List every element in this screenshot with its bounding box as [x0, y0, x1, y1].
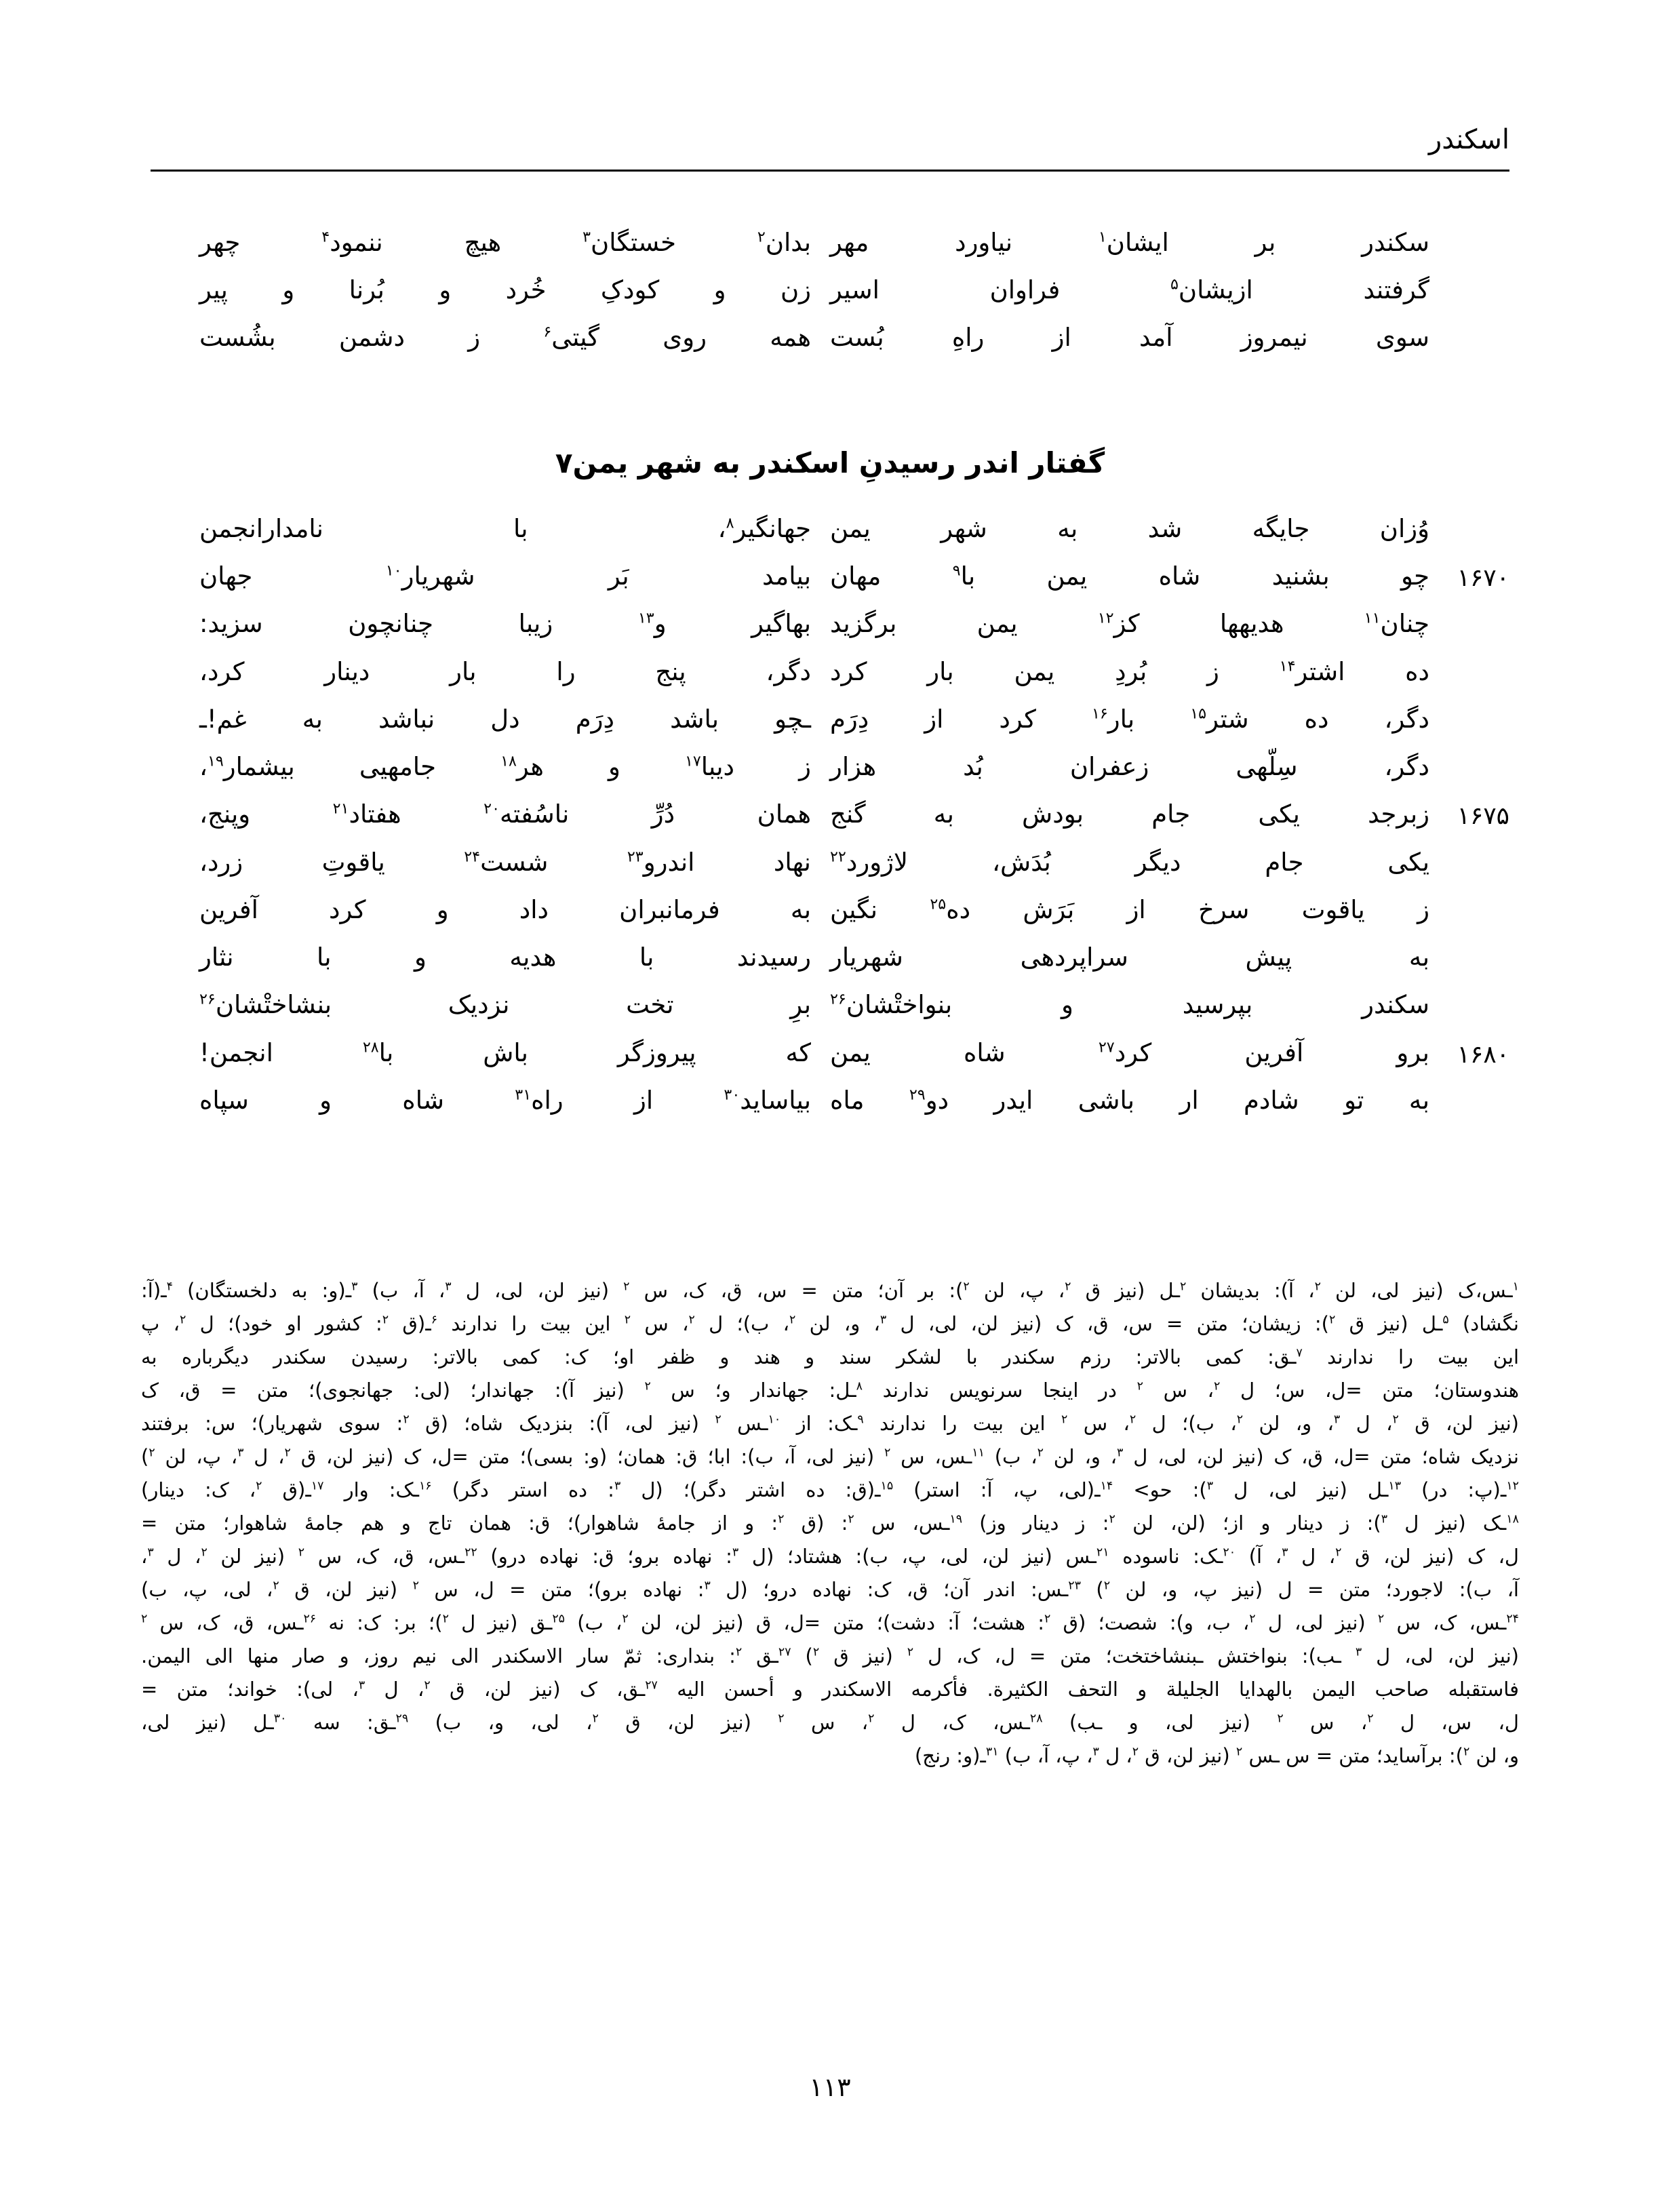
- verse-line: [151, 319, 1509, 357]
- apparatus-line: نزدیک شاه؛ متن =ل، ق، ک (نیز لن، لی، ل $^۳$، و، لن $^۲$، ب) $^{۱۱}$ـس، س $^۲$ (نیز لی، آ، ب): ابا؛ ق: همان؛ (و: بسی)؛ متن =ل، ک (نیز لن، ق $^۲$، ل $^۳$، پ، لن $^۲$): [141, 1444, 1519, 1468]
- hemistich-text: به فرمانبران داد و کرد آفرین: [199, 894, 811, 924]
- hemistich-first: [830, 557, 1509, 595]
- verse-line: [151, 653, 1509, 691]
- hemistich-first: [830, 510, 1509, 548]
- hemistich-second: [151, 271, 830, 309]
- hemistich-second: [151, 748, 830, 786]
- apparatus-line: $^{۱۸}$ـک (نیز ل $^۳$): ز دینار و از؛ (لن، لن $^۲$: ز دینار وز) $^{۱۹}$ـس، س $^۲$: (ق $^۲$: و از جامهٔ شاهوار)؛ ق: همان تاج و هم جامهٔ شاهوار؛ متن =: [141, 1511, 1519, 1535]
- hemistich-text: ز یاقوت سرخ از بَرَش ده$^{۲۵}$ نگین: [830, 894, 1429, 924]
- verse-block-continuation: [151, 224, 1509, 367]
- hemistich-second: [151, 986, 830, 1024]
- apparatus-line: $^{۲۴}$ـس، ک، س $^۲$ (نیز لی، ل $^۲$، ب، و): شصت؛ (ق $^۲$: هشت؛ آ: دشت)؛ متن =ل، ق (نیز لن، لن $^۲$، ب) $^{۲۵}$ـق (نیز ل $^۲$)؛ بر: ک: نه $^{۲۶}$ـس، ق، ک، س $^۲$: [141, 1611, 1520, 1634]
- apparatus-line: و، لن $^۲$): برآساید؛ متن = س ـس $^۲$ (نیز لن، ق $^۲$، ل $^۳$، پ، آ، ب) $^{۳۱}$ـ(و: رنج): [914, 1743, 1519, 1767]
- hemistich-text: همه روی گیتی$^۶$ ز دشمن بشُست: [199, 323, 811, 353]
- hemistich-second: [151, 224, 830, 262]
- hemistich-text: دگر، پنج را بار دینار کرد،: [199, 656, 811, 686]
- apparatus-line: آ، ب): لاجورد؛ متن = ل (نیز پ، و، لن $^۲$) $^{۲۳}$ـس: اندر آن؛ ق، ک: نهاده درو؛ (ل $^۳$: نهاده برو)؛ متن = ل، س $^۲$ (نیز لن، ق $^۲$، لی، پ، ب): [141, 1577, 1519, 1601]
- hemistich-first: [830, 1082, 1509, 1120]
- folio-number: ۱۱۳: [809, 2072, 851, 2102]
- apparatus-line: (نیز لن، لی، ل $^۳$ ـب): بنواختش ـبنشاختخت؛ متن = ل، ک، ل $^۲$ (نیز ق $^۲$) $^{۲۷}$ـق $^۲$: بنداری: ثمّ سار الاسکندر الی نیم روز، و صار منها الی الیمن.: [141, 1644, 1519, 1667]
- verse-line: [151, 891, 1509, 929]
- hemistich-first: [830, 1034, 1509, 1072]
- apparatus-line: نگشاد) $^۵$ـل (نیز ق $^۲$): زیشان؛ متن = س، ق، ک (نیز لن، لی، ل $^۳$، و، لن $^۲$، ب)؛ ل $^۲$، س $^۲$ این بیت را ندارند $^۶$ـ(ق $^۲$: کشور او خود)؛ ل $^۲$، پ: [141, 1311, 1519, 1335]
- verse-line: [151, 795, 1509, 833]
- hemistich-second: [151, 795, 830, 833]
- hemistich-text: سکندر بر ایشان$^۱$ نیاورد مهر: [830, 228, 1429, 257]
- hemistich-first: [830, 844, 1509, 882]
- verse-block-main: [151, 510, 1509, 1129]
- hemistich-text: نهاد اندرو$^{۲۳}$ شست$^{۲۴}$ یاقوتِ زرد،: [199, 847, 811, 877]
- hemistich-second: [151, 510, 830, 548]
- hemistich-text: که پیروزگر باش با$^{۲۸}$ انجمن!: [199, 1038, 811, 1067]
- hemistich-text: جهانگیر$^۸$، با نامدارانجمن: [199, 514, 811, 543]
- verse-number: ۱۶۸۰: [1457, 1040, 1509, 1069]
- hemistich-text: گرفتند ازیشان$^۵$ فراوان اسیر: [830, 275, 1429, 305]
- apparatus-text: [141, 1275, 1519, 1772]
- hemistich-text: یکی جام دیگر بُدَش، لاژورد$^{۲۲}$: [830, 847, 1429, 877]
- apparatus-line: فاستقبله صاحب الیمن بالهدایا الجلیلة و التحف الکثیرة. فأکرمه الاسکندر و أحسن الیه $^{۲۷}$ـق، ک (نیز لن، ق $^۲$، ل $^۳$، لی): خواند؛ متن =: [141, 1677, 1519, 1701]
- hemistich-first: [830, 986, 1509, 1024]
- verse-line: [151, 271, 1509, 309]
- hemistich-text: زن و کودکِ خُرد و بُرنا و پیر: [199, 275, 811, 305]
- verse-line: [151, 748, 1509, 786]
- critical-apparatus: [141, 1275, 1519, 1773]
- hemistich-text: برِ تخت نزدیک بنشاختْشان$^{۲۶}$: [199, 990, 811, 1020]
- hemistich-second: [151, 844, 830, 882]
- hemistich-text: بهاگیر و$^{۱۳}$ زیبا چنانچون سزید:: [199, 609, 811, 639]
- verse-number: ۱۶۷۵: [1457, 802, 1509, 831]
- hemistich-first: [830, 939, 1509, 976]
- verse-line: [151, 1034, 1509, 1072]
- hemistich-text: چو بشنید شاه یمن با$^۹$ مهان: [830, 561, 1429, 591]
- hemistich-text: ـچو باشد دِرَم دل نباشد به غم!ـ: [199, 704, 811, 734]
- section-heading: گفتار اندر رسیدنِ اسکندر به شهر یمن۷: [555, 446, 1105, 479]
- hemistich-first: [830, 795, 1509, 833]
- hemistich-text: بدان$^۲$ خستگان$^۳$ هیچ ننمود$^۴$ چهر: [199, 228, 812, 257]
- verse-line: [151, 605, 1509, 643]
- hemistich-first: [830, 748, 1509, 786]
- hemistich-second: [151, 891, 830, 929]
- hemistich-text: سکندر بپرسید و بنواختْشان$^{۲۶}$: [830, 990, 1429, 1020]
- hemistich-second: [151, 1034, 830, 1072]
- hemistich-text: ز دیبا$^{۱۷}$ و هر$^{۱۸}$ جامهیی بیشمار$^{۱۹}$،: [199, 752, 811, 782]
- apparatus-line: این بیت را ندارند $^۷$ـق: کمی بالاتر: رزم سکندر با لشکر سند و هند و ظفر او؛ ک: کمی بالاتر: رسیدن سکندر دیگرباره به: [141, 1345, 1519, 1368]
- hemistich-text: رسیدند با هدیه و با نثار: [199, 943, 811, 972]
- hemistich-text: چنان$^{۱۱}$ هدیهها کز$^{۱۲}$ یمن برگزید: [830, 609, 1429, 639]
- verse-line: [151, 700, 1509, 738]
- hemistich-first: [830, 700, 1509, 738]
- hemistich-text: زبرجد یکی جام بودش به گنج: [830, 799, 1429, 829]
- header-divider-rule: [151, 170, 1509, 172]
- hemistich-text: همان دُرِّ ناسُفته$^{۲۰}$ هفتاد$^{۲۱}$ وپنج،: [199, 799, 812, 829]
- hemistich-text: دگر، سِلّهی زعفران بُد هزار: [830, 752, 1429, 782]
- apparatus-line: $^۱$ـس،ک (نیز لی، لن $^۲$، آ): بدیشان $^۲$ـل (نیز ق $^۲$، پ، لن $^۲$): بر آن؛ متن = س، ق، ک، س $^۲$ (نیز لن، لی، ل $^۳$، آ، ب) $^۳$ـ(و: به دلخستگان) $^۴$ـ(آ:: [141, 1279, 1519, 1302]
- apparatus-line: $^{۱۲}$ـ(پ: در) $^{۱۳}$ـل (نیز لی، ل $^۳$): حو> $^{۱۴}$ـ(لی، پ، آ: استر) $^{۱۵}$ـ(ق: ده اشتر دگر)؛ (ل $^۳$: ده استر دگر) $^{۱۶}$ـک: وار $^{۱۷}$ـ(ق $^۲$، ک: دینار): [141, 1478, 1519, 1501]
- hemistich-second: [151, 1082, 830, 1120]
- hemistich-second: [151, 700, 830, 738]
- verse-line: [151, 510, 1509, 548]
- hemistich-first: [830, 653, 1509, 691]
- hemistich-text: به تو شادم ار باشی ایدر دو$^{۲۹}$ ماه: [830, 1085, 1430, 1115]
- verse-line: [151, 844, 1509, 882]
- verse-line: [151, 224, 1509, 262]
- hemistich-text: برو آفرین کرد$^{۲۷}$ شاه یمن: [830, 1038, 1429, 1067]
- verse-number: ۱۶۷۰: [1457, 564, 1509, 593]
- hemistich-text: به پیش سراپردهی شهریار: [830, 943, 1429, 972]
- hemistich-second: [151, 557, 830, 595]
- hemistich-text: ده اشتر$^{۱۴}$ ز بُردِ یمن بار کرد: [830, 656, 1429, 686]
- hemistich-text: دگر، ده شتر$^{۱۵}$ بار$^{۱۶}$ کرد از دِرَم: [830, 704, 1429, 734]
- verse-line: [151, 557, 1509, 595]
- hemistich-text: سوی نیمروز آمد از راهِ بُست: [830, 323, 1429, 353]
- hemistich-first: [830, 271, 1509, 309]
- hemistich-text: بیامد بَر شهریار$^{۱۰}$ جهان: [199, 561, 811, 591]
- running-head: اسکندر: [1428, 124, 1509, 155]
- hemistich-first: [830, 891, 1509, 929]
- hemistich-text: وُزان جایگه شد به شهر یمن: [830, 514, 1429, 543]
- apparatus-line: هندوستان؛ متن =ل، س؛ ل $^۲$، س $^۲$ در اینجا سرنویس ندارند $^۸$ـل: جهاندار و؛ س $^۲$ (نیز آ): جهاندار؛ (لی: جهانجوی)؛ متن = ق، ک: [141, 1378, 1519, 1402]
- hemistich-first: [830, 605, 1509, 643]
- verse-line: [151, 1082, 1509, 1120]
- hemistich-first: [830, 319, 1509, 357]
- apparatus-line: (نیز لن، ق $^۲$، ل $^۳$، و، لن $^۲$، ب)؛ ل $^۲$، س $^۲$ این بیت را ندارند $^۹$ـک: از $^{۱۰}$ـس $^۲$ (نیز لی، آ): بنزدیک شاه؛ (ق $^۲$: سوی شهریار)؛ س: برفتند: [141, 1411, 1519, 1435]
- hemistich-second: [151, 939, 830, 976]
- hemistich-second: [151, 653, 830, 691]
- verse-line: [151, 986, 1509, 1024]
- page-header: [151, 126, 1509, 180]
- verse-line: [151, 939, 1509, 976]
- hemistich-second: [151, 605, 830, 643]
- hemistich-first: [830, 224, 1509, 262]
- apparatus-line: ل، س، ل $^۲$، س $^۲$ (نیز لی، و ـب) $^{۲۸}$ـس، ک، ل $^۲$، س $^۲$ (نیز لن، ق $^۲$، لی، و، ب) $^{۲۹}$ـق: سه $^{۳۰}$ـل (نیز لی،: [141, 1710, 1519, 1734]
- hemistich-second: [151, 319, 830, 357]
- apparatus-line: ل، ک (نیز لن، ق $^۲$، ل $^۳$، آ) $^{۲۰}$ـک: ناسوده $^{۲۱}$ـس (نیز لن، لی، پ، ب): هشتاد؛ (ل $^۳$: نهاده برو؛ ق: نهاده درو) $^{۲۲}$ـس، ق، ک، س $^۲$ (نیز لن $^۲$، ل $^۳$،: [141, 1544, 1519, 1568]
- hemistich-text: بیاساید$^{۳۰}$ از راه$^{۳۱}$ شاه و سپاه: [199, 1085, 811, 1115]
